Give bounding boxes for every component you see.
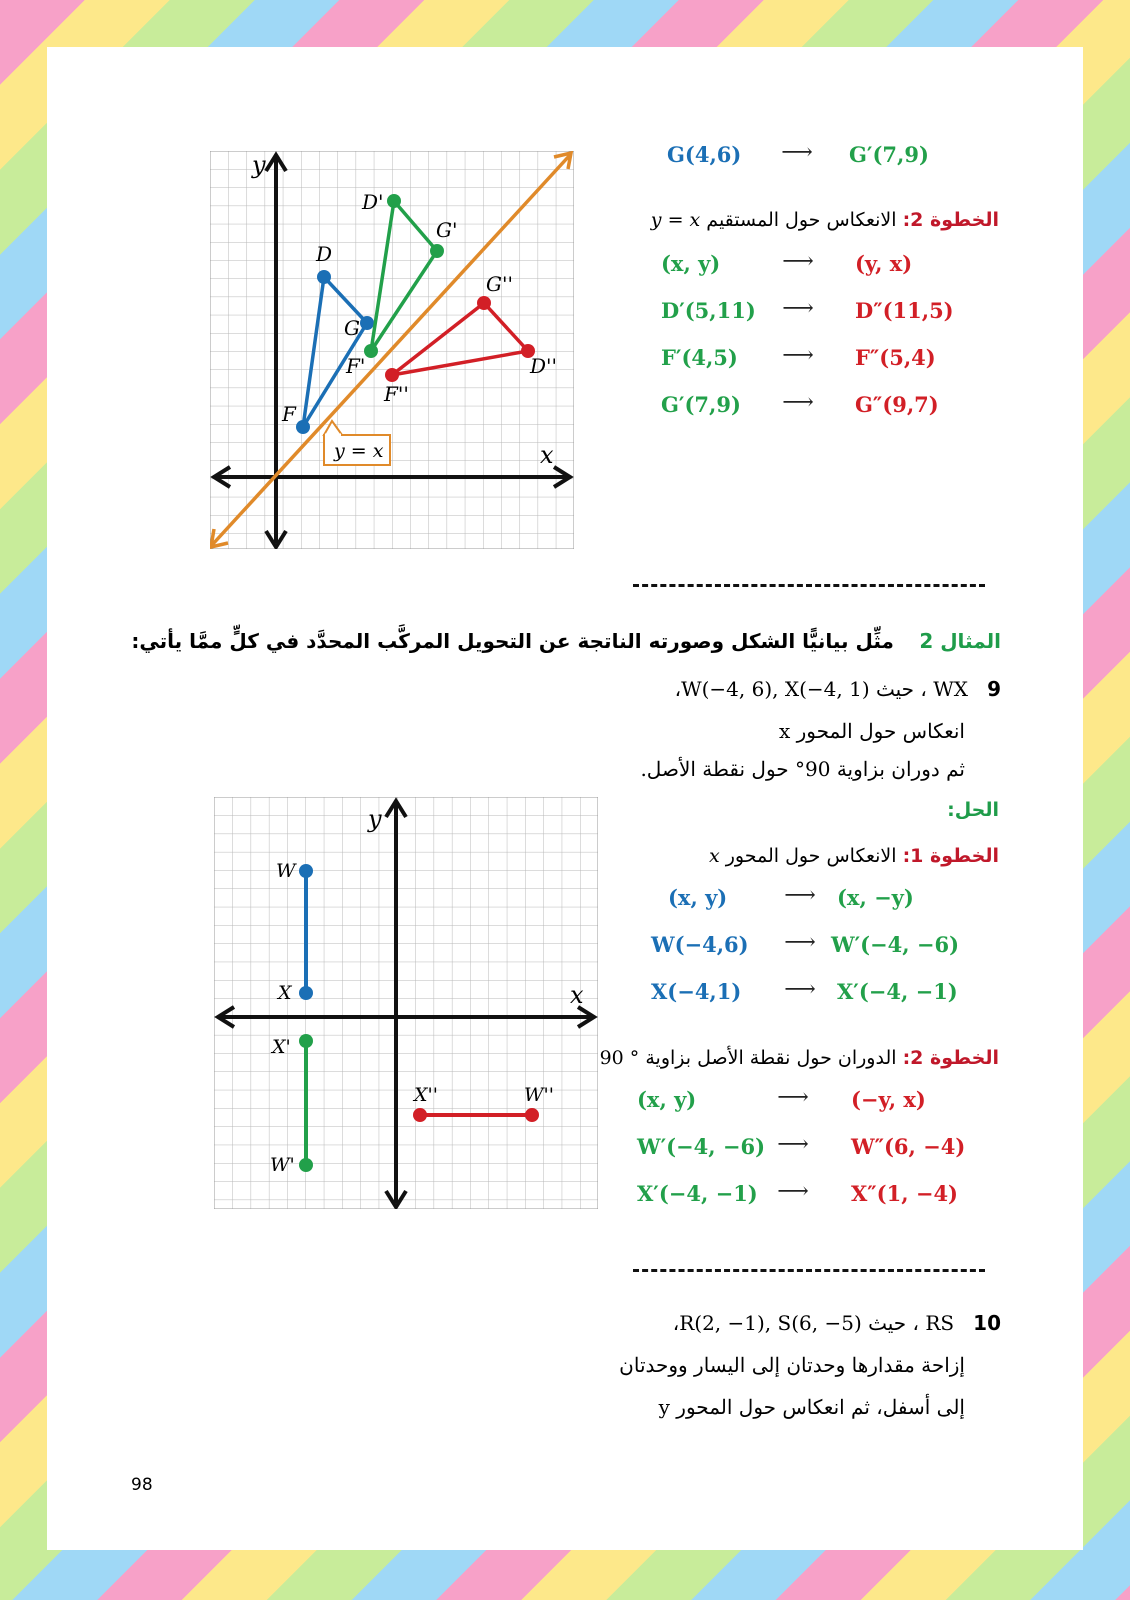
step2-top-text: الانعكاس حول المستقيم [706,209,897,231]
table-row [651,932,1011,968]
row-right: F″(5,4) [855,345,936,370]
grid [214,797,598,1209]
graph-reflection-triangle [210,151,574,549]
point-X-prime [299,1034,313,1048]
row-arrow: ⟶ [781,140,813,165]
question-9 [675,677,1001,701]
row-left: W(−4,6) [651,932,749,957]
table-row [637,1134,1017,1170]
row-arrow: ⟶ [777,1179,809,1204]
point-X-double-prime [413,1108,427,1122]
table-row [637,1087,1017,1123]
label-X-double-prime: X'' [414,1084,438,1106]
graph-segment-WX [214,797,598,1209]
row-arrow: ⟶ [784,930,816,955]
label-W-double-prime: W'' [524,1084,554,1106]
step2-table [637,1087,1017,1227]
step1-var: x [708,845,720,867]
q10-line2: إلى أسفل، ثم انعكاس حول المحور y [658,1395,965,1419]
q9-line1: انعكاس حول المحور x [778,719,965,743]
row-G-translation [667,142,987,178]
label-X-prime: X' [272,1036,291,1058]
q9-text: WX ، حيث (W(−4, 6), X(−4, 1، [674,677,968,701]
point-G-double-prime [477,296,491,310]
page-number: 98 [131,1475,153,1495]
example-heading [131,629,1001,653]
divider [633,584,985,587]
row-right: W′(−4, −6) [831,932,960,957]
step2-top-heading [651,209,999,231]
label-F-double-prime: F'' [384,382,409,406]
label-D-prime: D' [362,190,384,214]
point-F-prime [364,344,378,358]
q9-line2: ثم دوران بزاوية 90° حول نقطة الأصل. [640,757,965,781]
row-right: (−y, x) [851,1087,926,1112]
q9-number: 9 [987,677,1001,701]
row-left: W′(−4, −6) [637,1134,766,1159]
row-left: G′(7,9) [661,392,741,417]
x-axis-label: x [570,981,584,1009]
row-left: X′(−4, −1) [637,1181,758,1206]
row-right: (y, x) [855,251,913,276]
step2-deg: 90 ° [599,1047,640,1069]
example-title: المثال 2 [919,629,1001,653]
row-arrow: ⟶ [782,343,814,368]
point-G [360,316,374,330]
point-F-double-prime [385,368,399,382]
table-row [651,885,1011,921]
example-prompt: مثِّل بيانيًّا الشكل وصورته الناتجة عن التحويل المركَّب المحدَّد في كلٍّ ممَّا يأتي: [131,629,894,653]
row-arrow: ⟶ [777,1132,809,1157]
point-D-prime [387,194,401,208]
table-row [661,251,1001,287]
solution-label: الحل: [947,799,999,821]
point-W-prime [299,1158,313,1172]
point-F [296,420,310,434]
table-row [651,979,1011,1015]
question-10 [673,1311,1001,1335]
row-right: G′(7,9) [849,142,929,167]
step1-label: الخطوة 1: [902,845,999,867]
label-F: F [282,402,296,426]
row-arrow: ⟶ [784,977,816,1002]
step2-heading [600,1047,999,1069]
point-W [299,864,313,878]
row-right: (x, −y) [837,885,914,910]
point-X [299,986,313,1000]
row-right: W″(6, −4) [851,1134,966,1159]
callout-label: y = x [334,440,384,462]
row-left: F′(4,5) [661,345,738,370]
row-left: G(4,6) [667,142,742,167]
step1-table [651,885,1011,1025]
step1-heading [709,845,999,867]
x-axis-label: x [540,441,554,469]
step1-text: الانعكاس حول المحور [725,845,897,867]
row-left: (x, y) [661,251,721,276]
row-left: X(−4,1) [651,979,742,1004]
step2-top-eq: y = x [650,209,701,231]
row-left: (x, y) [668,885,728,910]
point-D [317,270,331,284]
label-D: D [316,242,333,266]
step2-top-label: الخطوة 2: [902,209,999,231]
row-right: D″(11,5) [855,298,954,323]
table-row [637,1181,1017,1217]
point-W-double-prime [525,1108,539,1122]
row-arrow: ⟶ [782,390,814,415]
page [47,47,1083,1550]
row-arrow: ⟶ [782,296,814,321]
step2-text: الدوران حول نقطة الأصل بزاوية [645,1047,897,1069]
row-right: G″(9,7) [855,392,939,417]
step2-label: الخطوة 2: [902,1047,999,1069]
row-arrow: ⟶ [784,883,816,908]
divider [633,1269,985,1272]
label-G: G [344,316,360,340]
q10-text: RS ، حيث (R(2, −1), S(6, −5، [672,1311,955,1335]
q10-line1: إزاحة مقدارها وحدتان إلى اليسار ووحدتان [619,1353,965,1377]
label-D-double-prime: D'' [530,354,558,378]
step2-top-table [661,251,1001,441]
table-row [661,345,1001,381]
label-G-double-prime: G'' [486,272,513,296]
table-row [661,298,1001,334]
row-right: X″(1, −4) [851,1181,958,1206]
label-W-prime: W' [270,1154,295,1176]
row-left: D′(5,11) [661,298,756,323]
y-axis-label: y [252,151,266,179]
row-left: (x, y) [637,1087,697,1112]
label-W: W [276,860,296,882]
row-arrow: ⟶ [777,1085,809,1110]
y-axis-label: y [368,805,382,833]
q10-number: 10 [973,1311,1001,1335]
label-F-prime: F' [346,354,366,378]
point-G-prime [430,244,444,258]
label-G-prime: G' [436,218,458,242]
row-right: X′(−4, −1) [837,979,958,1004]
row-arrow: ⟶ [782,249,814,274]
label-X: X [278,982,292,1004]
table-row [661,392,1001,428]
